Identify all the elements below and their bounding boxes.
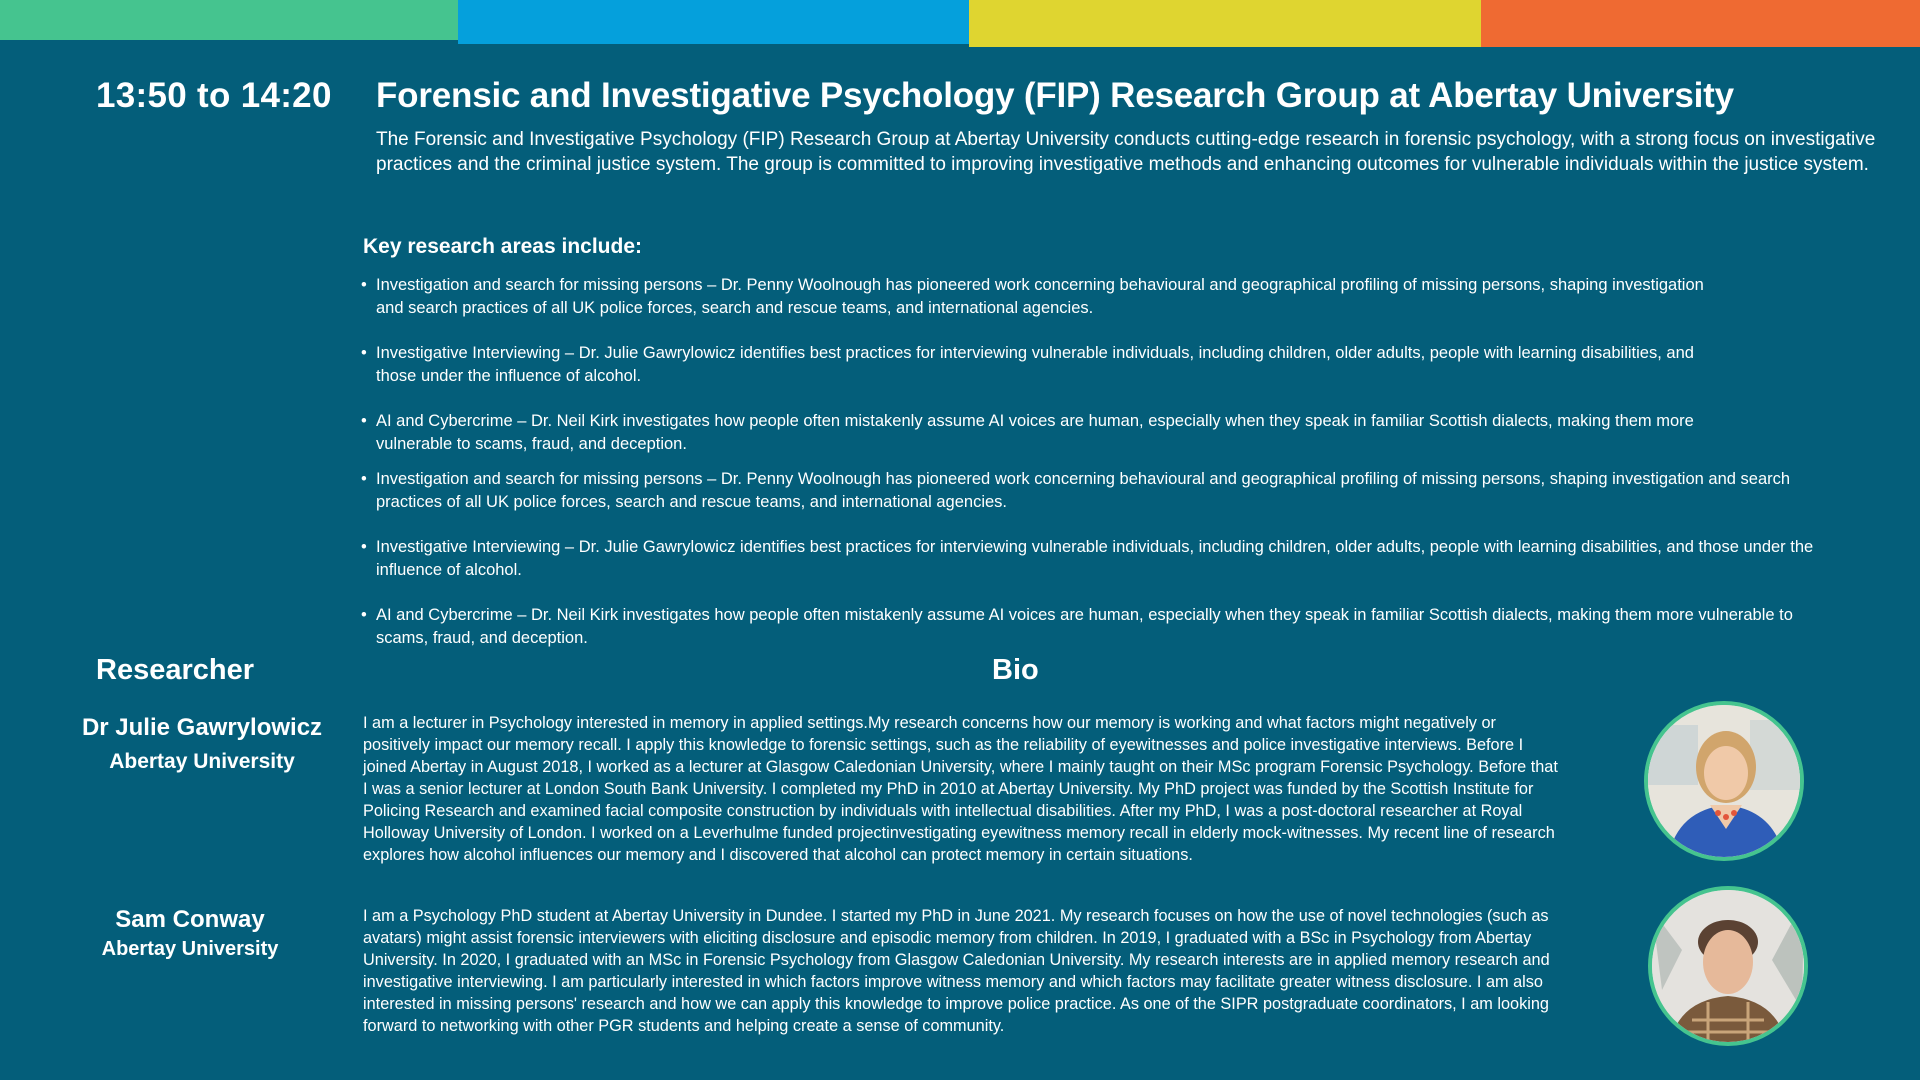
research-area-text: AI and Cybercrime – Dr. Neil Kirk investigates how people often mistakenly assume AI voices are human, especially when they speak in familiar Scottish dialects, making them more vulnerable to scams, fraud, and deception.	[376, 412, 1694, 453]
research-area-text: Investigative Interviewing – Dr. Julie Gawrylowicz identifies best practices for interviewing vulnerable individuals, including children, older adults, people with learning disabilities, and those under the influence of alcohol.	[376, 538, 1814, 579]
research-area-item	[361, 536, 1836, 582]
session-time: 13:50 to 14:20	[96, 76, 332, 115]
session-title: Forensic and Investigative Psychology (FIP) Research Group at Abertay University	[376, 76, 1734, 115]
researcher-name: Sam Conway	[115, 906, 265, 933]
person-icon	[1652, 890, 1804, 1042]
research-area-item	[361, 342, 1716, 388]
research-area-text: Investigative Interviewing – Dr. Julie Gawrylowicz identifies best practices for interviewing vulnerable individuals, including children, older adults, people with learning disabilities, and those under the influence of alcohol.	[376, 344, 1694, 385]
research-area-text: Investigation and search for missing persons – Dr. Penny Woolnough has pioneered work concerning behavioural and geographical profiling of missing persons, shaping investigation and search practices of all UK police forces, search and rescue teams, and international agencies.	[376, 276, 1704, 317]
research-area-item	[361, 274, 1716, 320]
research-areas-heading: Key research areas include:	[363, 235, 642, 258]
researcher-bio: I am a Psychology PhD student at Abertay University in Dundee. I started my PhD in June 2021. My research focuses on how the use of novel technologies (such as avatars) might assist forensic interviewers with eliciting disclosure and episodic memory from children. In 2019, I graduated with a BSc in Psychology from Abertay University. In 2020, I graduated with an MSc in Forensic Psychology from Glasgow Caledonian University. My research interests are in applied memory research and investigative interviewing. I am particularly interested in which factors improve witness memory and which factors may facilitate greater witness disclosure. I am also interested in missing persons' research and how we can apply this knowledge to improve police practice. As one of the SIPR postgraduate coordinators, I am looking forward to networking with other PGR students and helping create a sense of community.	[363, 907, 1550, 1035]
researcher-affiliation: Abertay University	[109, 750, 295, 773]
researcher-photo	[1648, 886, 1808, 1046]
research-area-text: AI and Cybercrime – Dr. Neil Kirk investigates how people often mistakenly assume AI voices are human, especially when they speak in familiar Scottish dialects, making them more vulnerable to scams, fraud, and deception.	[376, 606, 1793, 647]
person-icon	[1648, 705, 1800, 857]
research-area-text: Investigation and search for missing persons – Dr. Penny Woolnough has pioneered work concerning behavioural and geographical profiling of missing persons, shaping investigation and search practices of all UK police forces, search and rescue teams, and international agencies.	[376, 470, 1791, 511]
research-area-item	[361, 468, 1846, 514]
researcher-affiliation: Abertay University	[101, 938, 279, 960]
color-band-green	[0, 0, 458, 40]
researcher-photo	[1644, 701, 1804, 861]
bullet-icon: •	[361, 470, 367, 488]
bullet-icon: •	[361, 276, 367, 294]
research-area-item	[361, 410, 1736, 456]
bullet-icon: •	[361, 344, 367, 362]
bullet-icon: •	[361, 606, 367, 624]
color-band-blue	[458, 0, 969, 44]
session-intro: The Forensic and Investigative Psychology (FIP) Research Group at Abertay University conducts cutting-edge research in forensic psychology, with a strong focus on investigative practices and the criminal justice system. The group is committed to improving investigative methods and enhancing outcomes for vulnerable individuals within the justice system.	[376, 129, 1876, 175]
bullet-icon: •	[361, 412, 367, 430]
researcher-column-heading: Researcher	[96, 654, 254, 686]
bullet-icon: •	[361, 538, 367, 556]
research-area-item	[361, 604, 1836, 650]
color-band-yellow	[969, 0, 1481, 47]
bio-column-heading: Bio	[992, 654, 1039, 686]
color-band-orange	[1481, 0, 1920, 47]
researcher-card	[60, 904, 320, 962]
researcher-card	[62, 712, 342, 778]
researcher-bio: I am a lecturer in Psychology interested in memory in applied settings.My research concerns how our memory is working and what factors might negatively or positively impact our memory recall. I apply this knowledge to forensic settings, such as the reliability of eyewitnesses and police investigative interviews. Before I joined Abertay in August 2018, I worked as a lecturer at Glasgow Caledonian University, where I mainly taught on their MSc program Forensic Psychology. Before that I was a senior lecturer at London South Bank University. I completed my PhD in 2010 at Abertay University. My PhD project was funded by the Scottish Institute for Policing Research and examined facial composite construction by individuals with intellectual disabilities. After my PhD, I was a post-doctoral researcher at Royal Holloway University of London. I worked on a Leverhulme funded projectinvestigating eyewitness memory recall in elderly mock-witnesses. My recent line of research explores how alcohol influences our memory and I discovered that alcohol can protect memory in certain situations.	[363, 714, 1558, 864]
researcher-name: Dr Julie Gawrylowicz	[81, 714, 323, 741]
color-band	[0, 0, 1920, 48]
